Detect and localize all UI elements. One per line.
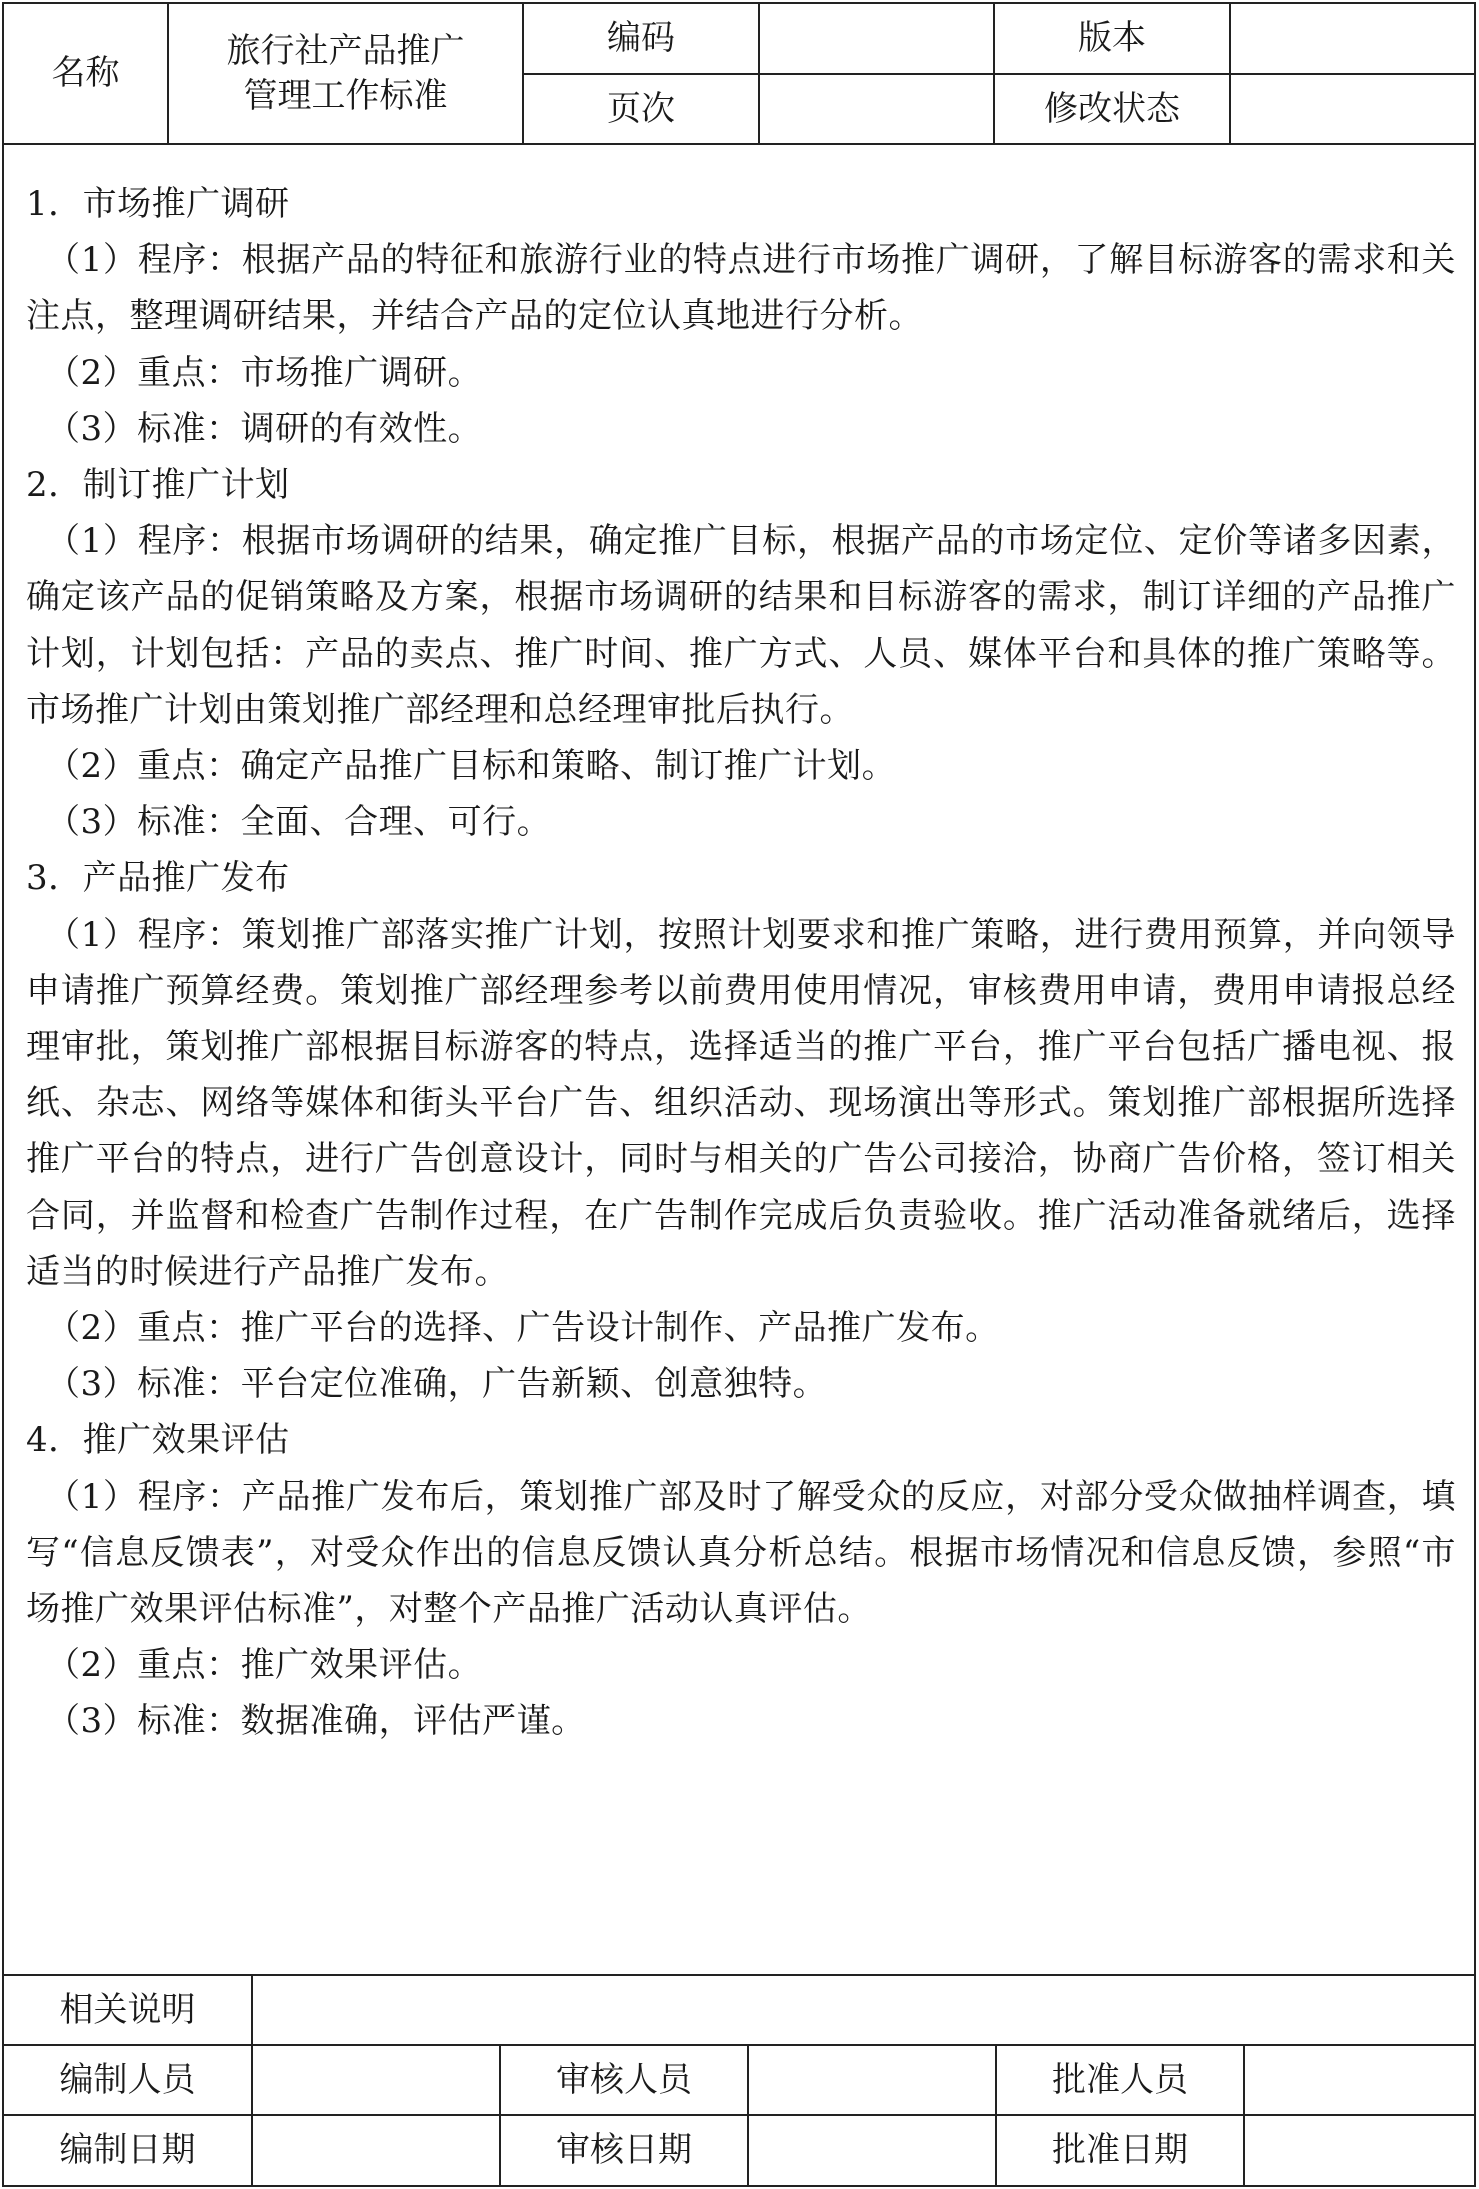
header-table	[4, 4, 1474, 145]
section-item: （1）程序：根据市场调研的结果，确定推广目标，根据产品的市场定位、定价等诸多因素，确定该产品的促销策略及方案，根据市场调研的结果和目标游客的需求，制订详细的产品推广计划，计划包括：产品的卖点、推广时间、推广方式、人员、媒体平台和具体的推广策略等。市场推广计划由策划推广部经理和总经理审批后执行。	[26, 521, 1456, 730]
section-item: （1）程序：根据产品的特征和旅游行业的特点进行市场推广调研，了解目标游客的需求和关注点，整理调研结果，并结合产品的定位认真地进行分析。	[26, 240, 1456, 337]
section-item: （2）重点：确定产品推广目标和策略、制订推广计划。	[46, 746, 897, 787]
approved-by-label: 批准人员	[996, 2045, 1244, 2115]
approved-by-value	[1244, 2045, 1474, 2115]
document-sheet	[2, 2, 1476, 2187]
version-label: 版本	[994, 4, 1230, 74]
prepared-by-label: 编制人员	[4, 2045, 252, 2115]
section-item: （3）标准：数据准确，评估严谨。	[46, 1701, 586, 1742]
prepared-date-value	[252, 2115, 500, 2185]
name-label: 名称	[4, 4, 168, 144]
document-title	[168, 4, 523, 144]
code-label: 编码	[523, 4, 759, 74]
section-title: 4．推广效果评估	[26, 1420, 290, 1461]
section-item: （3）标准：平台定位准确，广告新颖、创意独特。	[46, 1364, 828, 1405]
document-title-line-1: 旅行社产品推广	[226, 31, 465, 72]
document-body	[26, 176, 1456, 1750]
page-value	[759, 74, 994, 144]
prepared-date-label: 编制日期	[4, 2115, 252, 2185]
section-item: （2）重点：推广平台的选择、广告设计制作、产品推广发布。	[46, 1308, 1000, 1349]
reviewed-date-value	[748, 2115, 996, 2185]
reviewed-by-label: 审核人员	[500, 2045, 748, 2115]
page-label: 页次	[523, 74, 759, 144]
revision-value	[1230, 74, 1474, 144]
reviewed-by-value	[748, 2045, 996, 2115]
notes-label: 相关说明	[4, 1975, 252, 2045]
section-item: （1）程序：产品推广发布后，策划推广部及时了解受众的反应，对部分受众做抽样调查，填写“信息反馈表”，对受众作出的信息反馈认真分析总结。根据市场情况和信息反馈，参照“市场推广效果评估标准”，对整个产品推广活动认真评估。	[26, 1476, 1456, 1630]
section-item: （2）重点：推广效果评估。	[46, 1645, 483, 1686]
revision-label: 修改状态	[994, 74, 1230, 144]
section-item: （2）重点：市场推广调研。	[46, 352, 483, 393]
footer-table	[4, 1974, 1474, 2185]
section-item: （3）标准：调研的有效性。	[46, 408, 483, 449]
section-item: （1）程序：策划推广部落实推广计划，按照计划要求和推广策略，进行费用预算，并向领导申请推广预算经费。策划推广部经理参考以前费用使用情况，审核费用申请，费用申请报总经理审批，策划推广部根据目标游客的特点，选择适当的推广平台，推广平台包括广播电视、报纸、杂志、网络等媒体和街头平台广告、组织活动、现场演出等形式。策划推广部根据所选择推广平台的特点，进行广告创意设计，同时与相关的广告公司接洽，协商广告价格，签订相关合同，并监督和检查广告制作过程，在广告制作完成后负责验收。推广活动准备就绪后，选择适当的时候进行产品推广发布。	[26, 914, 1456, 1292]
approved-date-value	[1244, 2115, 1474, 2185]
section-title: 2．制订推广计划	[26, 465, 290, 506]
section-title: 1．市场推广调研	[26, 184, 290, 224]
reviewed-date-label: 审核日期	[500, 2115, 748, 2185]
approved-date-label: 批准日期	[996, 2115, 1244, 2185]
section-item: （3）标准：全面、合理、可行。	[46, 802, 552, 843]
prepared-by-value	[252, 2045, 500, 2115]
version-value	[1230, 4, 1474, 74]
notes-value	[252, 1975, 1474, 2045]
section-title: 3．产品推广发布	[26, 858, 290, 899]
document-title-line-2: 管理工作标准	[243, 75, 448, 116]
code-value	[759, 4, 994, 74]
